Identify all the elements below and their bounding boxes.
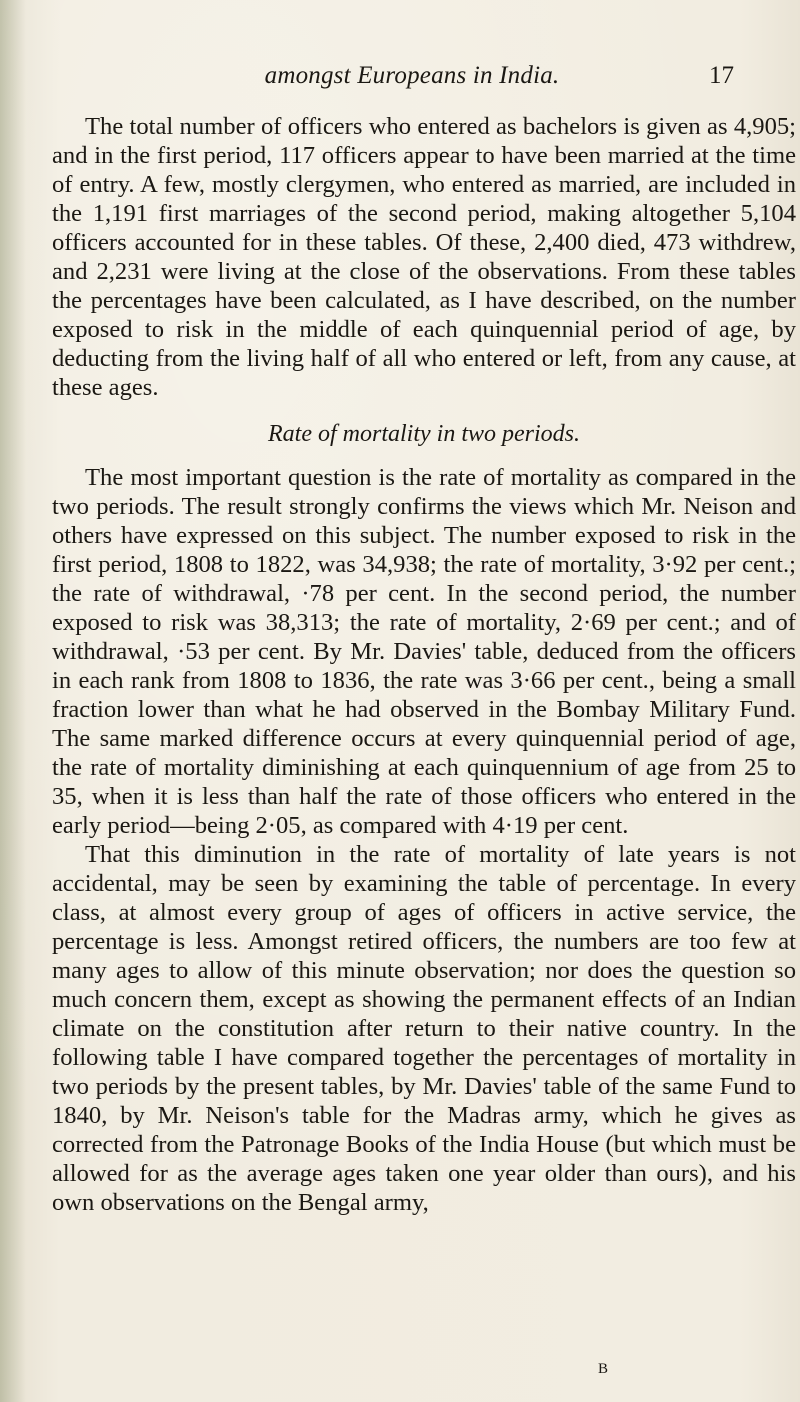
section-heading: Rate of mortality in two periods. [268, 421, 580, 447]
paragraph-officers-totals: The total number of officers who entered as bachelors is given as 4,905; and in the first period, 117 officers appear to have been married at the time of entry. A few, mostly clergymen, who entered as married, are included in the 1,191 first marriages of the second period, making altogether 5,104 officers accounted for in these tables. Of these, 2,400 died, 473 withdrew, and 2,231 were living at the close of the observations. From these tables the percentages have been calculated, as I have described, on the number exposed to risk in the middle of each quinquennial period of age, by deducting from the living half of all who entered or left, from any cause, at these ages. [52, 113, 796, 401]
page-number: 17 [709, 62, 734, 89]
body-text [52, 112, 796, 1217]
running-title: amongst Europeans in India. [264, 62, 560, 89]
paragraph-diminution: That this diminution in the rate of mortality of late years is not accidental, may be seen by examining the table of percentage. In every class, at almost every group of ages of officers in active service, the percentage is less. Amongst retired officers, the numbers are too few at many ages to allow of this minute observation; nor does the question so much concern them, except as showing the permanent effects of an Indian climate on the constitution after return to their native country. In the following table I have compared together the percentages of mortality in two periods by the present tables, by Mr. Davies' table of the same Fund to 1840, by Mr. Neison's table for the Madras army, which he gives as corrected from the Patronage Books of the India House (but which must be allowed for as the average ages taken one year older than ours), and his own observations on the Bengal army, [52, 841, 796, 1216]
paragraph-mortality-comparison: The most important question is the rate of mortality as compared in the two periods. The result strongly confirms the views which Mr. Neison and others have expressed on this subject. The number exposed to risk in the first period, 1808 to 1822, was 34,938; the rate of mortality, 3·92 per cent.; the rate of withdrawal, ·78 per cent. In the second period, the number exposed to risk was 38,313; the rate of mortality, 2·69 per cent.; and of withdrawal, ·53 per cent. By Mr. Davies' table, deduced from the officers in each rank from 1808 to 1836, the rate was 3·66 per cent., being a small fraction lower than what he had observed in the Bombay Military Fund. The same marked difference occurs at every quinquennial period of age, the rate of mortality diminishing at each quinquennium of age from 25 to 35, when it is less than half the rate of those officers who entered in the early period—being 2·05, as compared with 4·19 per cent. [52, 464, 796, 839]
signature-mark: B [598, 1361, 609, 1377]
running-head [90, 62, 734, 102]
binding-shadow [0, 0, 26, 1402]
